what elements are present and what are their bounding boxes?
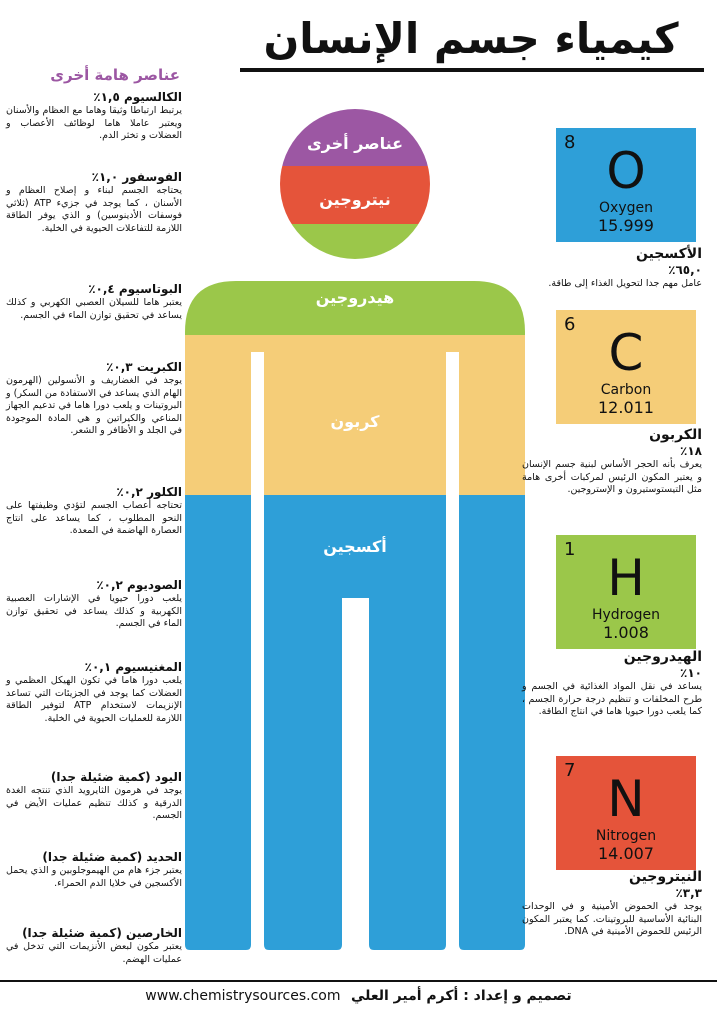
info-oxygen-text: عامل مهم جدا لتحويل الغذاء إلى طاقة. <box>548 278 702 289</box>
element-iodine-title: اليود (كمية ضئيلة جدا) <box>50 770 182 784</box>
info-oxygen-title: الأكسجين <box>635 246 702 262</box>
label-hydrogen: هيدروجين <box>315 288 395 307</box>
element-phosphorus-title: الفوسفور ١,٠٪ <box>91 170 182 184</box>
info-carbon-text: يعرف بأنه الحجر الأساس لبنية جسم الإنسان و يعتبر المكون الرئيس لمركبات أخرى هامة مثل التيستوستيرون و الإستروجين. <box>522 459 702 495</box>
element-phosphorus-text: يحتاجه الجسم لبناء و إصلاح العظام و الأسنان ، كما يوجد في جزيء ATP (ثلاثي فوسفات الأدينوسين) و الذي يوفر الطاقة اللازمة للتفاعلات الحيوية في الخلية. <box>6 185 182 234</box>
head-other-segment <box>270 100 440 166</box>
info-oxygen <box>522 245 702 291</box>
info-carbon-percent: ١٨٪ <box>680 444 702 458</box>
tile-oxygen-mass: 15.999 <box>598 216 654 235</box>
tile-carbon-symbol: C <box>608 324 644 382</box>
footer <box>0 988 717 1004</box>
element-magnesium-text: يلعب دورا هاما في تكون الهيكل العظمي و العضلات كما يوجد في الجزيئات التي تساعد الإنزيمات لاستخدام ATP لتوفير الطاقة اللازمة للعمليات الحيوية في الخلية. <box>6 675 183 724</box>
element-calcium-text: يرتبط ارتباطا وثيقا وهاما مع العظام والأسنان ويعتبر عاملا هاما لوظائف الأعصاب و العضلات و تخثر الدم. <box>6 105 182 141</box>
tile-carbon-mass: 12.011 <box>598 398 654 417</box>
tile-nitrogen-number: 7 <box>564 760 576 781</box>
label-carbon: كربون <box>330 412 380 431</box>
tile-nitrogen-mass: 14.007 <box>598 844 654 863</box>
element-sodium-title: الصوديوم ٠,٢٪ <box>96 578 182 592</box>
tile-hydrogen <box>556 535 696 649</box>
head-pie <box>270 100 440 264</box>
body-oxygen-segment <box>180 495 530 955</box>
element-potassium-title: البوتاسيوم ٠,٤٪ <box>88 282 182 296</box>
tile-hydrogen-symbol: H <box>607 549 645 607</box>
tile-nitrogen <box>556 756 696 870</box>
head-green-segment <box>270 224 440 264</box>
label-other-elements: عناصر أخرى <box>306 134 404 153</box>
info-nitrogen-percent: ٣,٣٪ <box>675 886 702 900</box>
tile-carbon <box>556 310 696 424</box>
info-hydrogen-title: الهيدروجين <box>623 649 702 665</box>
tile-hydrogen-name: Hydrogen <box>591 607 661 623</box>
label-nitrogen: نيتروجين <box>319 190 391 209</box>
element-sulfur-text: يوجد في الغضاريف و الأنسولين (الهرمون الهام الذي يساعد في الاستفادة من السكر) و البروتينات و يلعب دورا هاما في تدعيم الجهاز المناعي والكيراتين و هي المادة الموجودة في الجلد و الأظافر و الشعر. <box>6 375 182 436</box>
element-iron-title: الحديد (كمية ضئيلة جدا) <box>42 850 182 864</box>
element-sodium-text: يلعب دورا حيويا في الإشارات العصبية الكهربية و كذلك يساعد في تحقيق توازن الماء في الجسم. <box>6 593 182 629</box>
info-hydrogen-text: يساعد في نقل المواد الغذائية في الجسم و طرح المخلفات و تنظيم درجة حرارة الجسم ، كما يلعب دورا حيويا هاما في انتاج الطاقة. <box>522 681 702 717</box>
label-oxygen: أكسجين <box>323 537 387 556</box>
info-oxygen-percent: ٦٥,٠٪ <box>668 263 702 277</box>
element-iodine-text: يوجد في هرمون الثايرويد الذي تنتجه الغدة الدرقية و كذلك تنظيم عمليات الأيض في الجسم. <box>6 785 182 821</box>
footer-url[interactable]: www.chemistrysources.com <box>145 988 341 1004</box>
tile-hydrogen-number: 1 <box>564 539 576 560</box>
info-nitrogen <box>522 868 702 939</box>
tile-hydrogen-mass: 1.008 <box>603 623 649 642</box>
element-iron-text: يعتبر جزء هام من الهيموجلوبين و الذي يحمل الأكسجين في خلايا الدم الحمراء. <box>6 865 182 889</box>
element-zinc-title: الخارصين (كمية ضئيلة جدا) <box>22 926 182 940</box>
info-carbon <box>522 426 702 497</box>
element-sulfur-title: الكبريت ٠,٣٪ <box>106 360 182 374</box>
torso-body <box>180 278 530 955</box>
info-hydrogen <box>522 648 702 719</box>
page-title: كيمياء جسم الإنسان <box>263 14 679 63</box>
footer-credit: تصميم و إعداد : أكرم أمير العلي <box>350 988 572 1004</box>
element-magnesium-title: المغنيسيوم ٠,١٪ <box>84 660 182 674</box>
element-chlorine-text: تحتاجه أعصاب الجسم لتؤدي وظيفتها على النحو المطلوب ، كما يساعد على انتاج العصارة الهاضمة في المعدة. <box>6 500 182 536</box>
element-calcium-title: الكالسيوم ١,٥٪ <box>93 90 182 104</box>
element-chlorine-title: الكلور ٠,٢٪ <box>116 485 182 499</box>
info-carbon-title: الكربون <box>649 427 702 443</box>
element-zinc-text: يعتبر مكون لبعض الأنزيمات التي تدخل في عمليات الهضم. <box>6 941 182 965</box>
element-potassium-text: يعتبر هاما للسيلان العصبي الكهربي و كذلك يساعد في تحقيق توازن الماء في الجسم. <box>6 297 182 321</box>
tile-oxygen <box>556 128 696 242</box>
footer-divider <box>0 980 717 982</box>
other-elements-heading: عناصر هامة أخرى <box>50 66 180 84</box>
tile-carbon-number: 6 <box>564 314 576 335</box>
tile-nitrogen-name: Nitrogen <box>595 828 657 844</box>
tile-oxygen-number: 8 <box>564 132 576 153</box>
tile-nitrogen-symbol: N <box>607 770 645 828</box>
tile-carbon-name: Carbon <box>600 382 652 398</box>
info-nitrogen-title: النيتروجين <box>628 869 702 885</box>
info-nitrogen-text: يوجد في الحموض الأمينية و في الوحدات البنائية الأساسية للبروتينات. كما يعتبر المكون الرئيس للحموض الأمينية في DNA. <box>522 901 702 937</box>
tile-oxygen-name: Oxygen <box>599 200 653 216</box>
tile-oxygen-symbol: O <box>606 142 646 200</box>
info-hydrogen-percent: ١٠٪ <box>680 666 702 680</box>
